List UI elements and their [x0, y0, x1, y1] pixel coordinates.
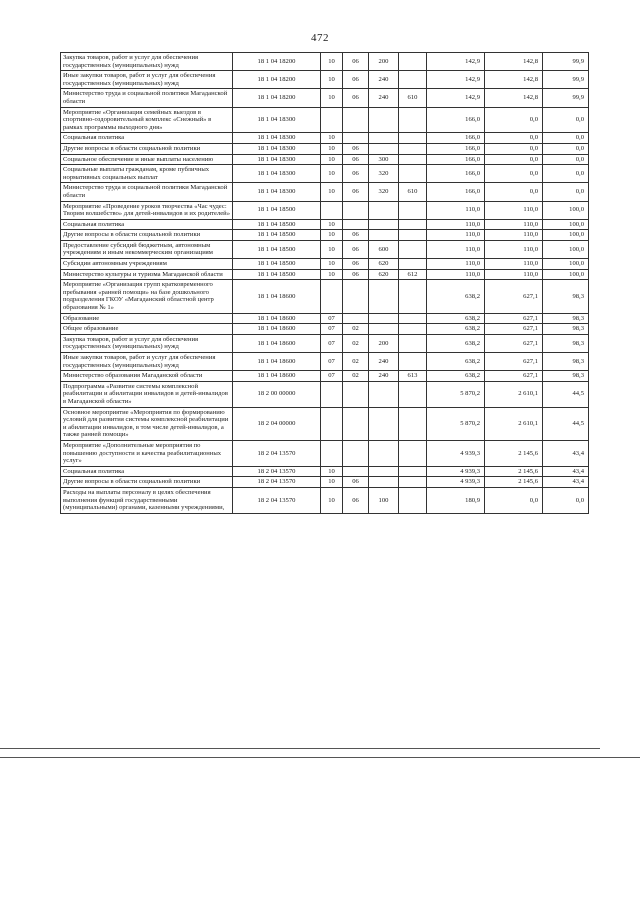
cell-description: Социальная политика [61, 219, 233, 230]
cell-execution-percent: 100,0 [543, 219, 589, 230]
cell-section: 10 [321, 477, 343, 488]
cell-section: 10 [321, 487, 343, 513]
cell-subsection: 06 [343, 269, 369, 280]
cell-description: Основное мероприятие «Мероприятия по формированию условий для развития системы комплексной реабилитации и абилитации инвалидов, в том числе детей-инвалидов, а также ранней помощи» [61, 407, 233, 440]
cell-target-code: 18 1 04 18300 [233, 183, 321, 201]
cell-subsection: 02 [343, 353, 369, 371]
cell-expense-type [369, 381, 399, 407]
cell-execution-percent: 100,0 [543, 201, 589, 219]
cell-executed-amount: 2 145,6 [485, 440, 543, 466]
cell-section: 07 [321, 313, 343, 324]
cell-subsection [343, 440, 369, 466]
cell-subsection: 02 [343, 334, 369, 352]
cell-section: 10 [321, 219, 343, 230]
cell-executed-amount: 0,0 [485, 165, 543, 183]
cell-execution-percent: 99,9 [543, 53, 589, 71]
cell-execution-percent: 100,0 [543, 230, 589, 241]
cell-description: Предоставление субсидий бюджетным, автономным учреждениям и иным некоммерческим организациям [61, 240, 233, 258]
table-row [61, 240, 589, 258]
cell-description: Иные закупки товаров, работ и услуг для обеспечения государственных (муниципальных) нужд [61, 353, 233, 371]
cell-target-code: 18 1 04 18300 [233, 165, 321, 183]
table-row [61, 487, 589, 513]
table-row [61, 71, 589, 89]
cell-ministry-code [399, 154, 427, 165]
cell-executed-amount: 627,1 [485, 371, 543, 382]
cell-approved-amount: 4 939,3 [427, 466, 485, 477]
cell-approved-amount: 142,9 [427, 71, 485, 89]
cell-target-code: 18 1 04 18300 [233, 143, 321, 154]
cell-expense-type [369, 280, 399, 313]
cell-executed-amount: 110,0 [485, 201, 543, 219]
cell-target-code: 18 1 04 18600 [233, 313, 321, 324]
cell-expense-type: 620 [369, 269, 399, 280]
cell-expense-type: 240 [369, 353, 399, 371]
budget-table [60, 52, 589, 514]
cell-execution-percent: 44,5 [543, 407, 589, 440]
cell-executed-amount: 110,0 [485, 269, 543, 280]
cell-expense-type [369, 107, 399, 133]
cell-execution-percent: 0,0 [543, 165, 589, 183]
table-body [61, 53, 589, 514]
cell-expense-type: 320 [369, 183, 399, 201]
cell-ministry-code [399, 107, 427, 133]
cell-description: Образование [61, 313, 233, 324]
cell-subsection [343, 313, 369, 324]
cell-executed-amount: 2 145,6 [485, 466, 543, 477]
cell-target-code: 18 1 04 18600 [233, 280, 321, 313]
cell-ministry-code [399, 53, 427, 71]
cell-execution-percent: 100,0 [543, 269, 589, 280]
cell-ministry-code [399, 440, 427, 466]
cell-subsection: 06 [343, 259, 369, 270]
cell-subsection: 06 [343, 143, 369, 154]
cell-expense-type [369, 324, 399, 335]
cell-target-code: 18 2 04 00000 [233, 407, 321, 440]
cell-executed-amount: 627,1 [485, 280, 543, 313]
cell-ministry-code: 612 [399, 269, 427, 280]
cell-execution-percent: 0,0 [543, 487, 589, 513]
cell-executed-amount: 110,0 [485, 259, 543, 270]
cell-approved-amount: 142,9 [427, 89, 485, 107]
cell-execution-percent: 98,3 [543, 313, 589, 324]
cell-execution-percent: 43,4 [543, 440, 589, 466]
cell-expense-type [369, 133, 399, 144]
cell-description: Иные закупки товаров, работ и услуг для обеспечения государственных (муниципальных) нужд [61, 71, 233, 89]
cell-subsection [343, 219, 369, 230]
table-row [61, 269, 589, 280]
cell-ministry-code [399, 240, 427, 258]
cell-section: 10 [321, 259, 343, 270]
table-row [61, 440, 589, 466]
cell-executed-amount: 0,0 [485, 143, 543, 154]
cell-section: 10 [321, 165, 343, 183]
table-row [61, 133, 589, 144]
footer-rule-top [0, 748, 600, 749]
cell-subsection [343, 280, 369, 313]
cell-description: Мероприятие «Дополнительные мероприятия по повышению доступности и качества реабилитационных услуг» [61, 440, 233, 466]
cell-ministry-code [399, 334, 427, 352]
table-row [61, 407, 589, 440]
cell-approved-amount: 166,0 [427, 165, 485, 183]
cell-approved-amount: 166,0 [427, 154, 485, 165]
cell-subsection: 06 [343, 230, 369, 241]
cell-executed-amount: 0,0 [485, 487, 543, 513]
cell-ministry-code [399, 313, 427, 324]
cell-description: Другие вопросы в области социальной политики [61, 477, 233, 488]
cell-expense-type: 200 [369, 334, 399, 352]
cell-approved-amount: 5 870,2 [427, 381, 485, 407]
cell-section: 10 [321, 230, 343, 241]
cell-ministry-code [399, 477, 427, 488]
cell-executed-amount: 627,1 [485, 313, 543, 324]
cell-target-code: 18 1 04 18300 [233, 133, 321, 144]
cell-approved-amount: 638,2 [427, 334, 485, 352]
cell-target-code: 18 1 04 18200 [233, 71, 321, 89]
cell-section: 10 [321, 53, 343, 71]
cell-executed-amount: 0,0 [485, 107, 543, 133]
cell-approved-amount: 638,2 [427, 313, 485, 324]
cell-target-code: 18 1 04 18500 [233, 240, 321, 258]
cell-ministry-code [399, 259, 427, 270]
cell-expense-type [369, 143, 399, 154]
table-row [61, 89, 589, 107]
cell-executed-amount: 2 610,1 [485, 381, 543, 407]
table-row [61, 107, 589, 133]
cell-description: Другие вопросы в области социальной политики [61, 230, 233, 241]
cell-subsection [343, 407, 369, 440]
table-row [61, 53, 589, 71]
cell-description: Закупка товаров, работ и услуг для обеспечения государственных (муниципальных) нужд [61, 53, 233, 71]
cell-ministry-code [399, 230, 427, 241]
cell-execution-percent: 43,4 [543, 477, 589, 488]
cell-subsection: 06 [343, 154, 369, 165]
cell-target-code: 18 1 04 18300 [233, 154, 321, 165]
cell-section [321, 407, 343, 440]
cell-expense-type: 100 [369, 487, 399, 513]
cell-subsection: 02 [343, 324, 369, 335]
cell-section: 10 [321, 133, 343, 144]
table-row [61, 313, 589, 324]
cell-expense-type: 300 [369, 154, 399, 165]
cell-executed-amount: 627,1 [485, 334, 543, 352]
cell-execution-percent: 0,0 [543, 154, 589, 165]
cell-target-code: 18 1 04 18500 [233, 201, 321, 219]
cell-ministry-code [399, 143, 427, 154]
cell-target-code: 18 1 04 18600 [233, 324, 321, 335]
cell-section: 07 [321, 324, 343, 335]
cell-subsection: 06 [343, 71, 369, 89]
cell-description: Закупка товаров, работ и услуг для обеспечения государственных (муниципальных) нужд [61, 334, 233, 352]
cell-expense-type: 620 [369, 259, 399, 270]
cell-description: Расходы на выплаты персоналу в целях обеспечения выполнения функций государственными (муниципальными) органами, казенными учреждениями, [61, 487, 233, 513]
cell-section: 07 [321, 353, 343, 371]
cell-target-code: 18 2 04 13570 [233, 477, 321, 488]
cell-approved-amount: 4 939,3 [427, 477, 485, 488]
cell-approved-amount: 166,0 [427, 133, 485, 144]
cell-target-code: 18 1 04 18200 [233, 53, 321, 71]
cell-approved-amount: 166,0 [427, 143, 485, 154]
cell-subsection: 06 [343, 165, 369, 183]
cell-approved-amount: 180,9 [427, 487, 485, 513]
cell-expense-type [369, 466, 399, 477]
cell-description: Министерство труда и социальной политики Магаданской области [61, 183, 233, 201]
cell-target-code: 18 2 04 13570 [233, 440, 321, 466]
cell-subsection: 06 [343, 487, 369, 513]
cell-target-code: 18 1 04 18300 [233, 107, 321, 133]
cell-expense-type [369, 477, 399, 488]
cell-ministry-code [399, 280, 427, 313]
cell-description: Социальное обеспечение и иные выплаты населению [61, 154, 233, 165]
table-row [61, 230, 589, 241]
cell-ministry-code [399, 133, 427, 144]
cell-description: Мероприятие «Организация групп кратковременного пребывания «ранней помощи» на базе дошкольного подразделения ГКОУ «Магаданский областной центр образования № 1» [61, 280, 233, 313]
cell-section: 10 [321, 143, 343, 154]
cell-target-code: 18 2 04 13570 [233, 466, 321, 477]
cell-section: 10 [321, 183, 343, 201]
cell-subsection: 06 [343, 240, 369, 258]
cell-ministry-code [399, 165, 427, 183]
table-row [61, 259, 589, 270]
cell-section: 10 [321, 71, 343, 89]
cell-description: Субсидии автономным учреждениям [61, 259, 233, 270]
cell-subsection: 06 [343, 89, 369, 107]
cell-description: Министерство культуры и туризма Магаданской области [61, 269, 233, 280]
cell-section: 10 [321, 466, 343, 477]
cell-execution-percent: 98,3 [543, 280, 589, 313]
cell-expense-type: 320 [369, 165, 399, 183]
table-row [61, 201, 589, 219]
cell-execution-percent: 98,3 [543, 334, 589, 352]
cell-target-code: 18 1 04 18600 [233, 353, 321, 371]
table-row [61, 183, 589, 201]
table-row [61, 466, 589, 477]
table-row [61, 324, 589, 335]
cell-description: Подпрограмма «Развитие системы комплексной реабилитации и абилитации инвалидов и детей-инвалидов в Магаданской области» [61, 381, 233, 407]
cell-approved-amount: 110,0 [427, 201, 485, 219]
cell-expense-type: 240 [369, 371, 399, 382]
cell-executed-amount: 142,8 [485, 53, 543, 71]
cell-expense-type [369, 230, 399, 241]
table-row [61, 381, 589, 407]
cell-expense-type [369, 219, 399, 230]
cell-section [321, 107, 343, 133]
cell-execution-percent: 99,9 [543, 89, 589, 107]
cell-subsection [343, 201, 369, 219]
cell-ministry-code: 610 [399, 183, 427, 201]
cell-section: 10 [321, 269, 343, 280]
cell-approved-amount: 4 939,3 [427, 440, 485, 466]
page-number: 472 [311, 32, 329, 44]
cell-expense-type: 240 [369, 89, 399, 107]
cell-approved-amount: 110,0 [427, 230, 485, 241]
cell-expense-type [369, 313, 399, 324]
cell-subsection: 06 [343, 477, 369, 488]
cell-executed-amount: 110,0 [485, 240, 543, 258]
cell-ministry-code [399, 219, 427, 230]
cell-expense-type: 200 [369, 53, 399, 71]
cell-executed-amount: 2 610,1 [485, 407, 543, 440]
cell-description: Социальная политика [61, 133, 233, 144]
cell-ministry-code [399, 487, 427, 513]
table-row [61, 334, 589, 352]
cell-ministry-code: 613 [399, 371, 427, 382]
cell-approved-amount: 638,2 [427, 280, 485, 313]
cell-subsection [343, 133, 369, 144]
table-row [61, 154, 589, 165]
cell-target-code: 18 1 04 18600 [233, 371, 321, 382]
cell-subsection: 06 [343, 53, 369, 71]
cell-execution-percent: 0,0 [543, 107, 589, 133]
cell-executed-amount: 0,0 [485, 183, 543, 201]
cell-description: Другие вопросы в области социальной политики [61, 143, 233, 154]
cell-execution-percent: 98,3 [543, 324, 589, 335]
cell-target-code: 18 2 04 13570 [233, 487, 321, 513]
cell-description: Социальные выплаты гражданам, кроме публичных нормативных социальных выплат [61, 165, 233, 183]
cell-approved-amount: 638,2 [427, 353, 485, 371]
cell-description: Мероприятие «Организация семейных выездов в спортивно-оздоровительный комплекс «Снежный» в рамках программы выходного дня» [61, 107, 233, 133]
cell-execution-percent: 43,4 [543, 466, 589, 477]
cell-section [321, 280, 343, 313]
cell-execution-percent: 100,0 [543, 259, 589, 270]
cell-executed-amount: 142,8 [485, 71, 543, 89]
cell-ministry-code [399, 353, 427, 371]
cell-description: Мероприятие «Проведение уроков творчества «Час чудес: Творим волшебство» для детей-инвалидов и их родителей» [61, 201, 233, 219]
cell-approved-amount: 110,0 [427, 240, 485, 258]
cell-expense-type [369, 407, 399, 440]
cell-ministry-code [399, 381, 427, 407]
cell-executed-amount: 627,1 [485, 353, 543, 371]
table-row [61, 165, 589, 183]
cell-execution-percent: 0,0 [543, 183, 589, 201]
cell-target-code: 18 1 04 18200 [233, 89, 321, 107]
cell-section: 10 [321, 89, 343, 107]
cell-approved-amount: 142,9 [427, 53, 485, 71]
cell-executed-amount: 0,0 [485, 133, 543, 144]
cell-expense-type [369, 440, 399, 466]
cell-approved-amount: 110,0 [427, 269, 485, 280]
cell-execution-percent: 98,3 [543, 371, 589, 382]
cell-subsection: 02 [343, 371, 369, 382]
cell-ministry-code [399, 407, 427, 440]
table-row [61, 219, 589, 230]
footer-rule-bottom [0, 757, 640, 758]
cell-description: Общее образование [61, 324, 233, 335]
cell-target-code: 18 1 04 18500 [233, 269, 321, 280]
cell-execution-percent: 100,0 [543, 240, 589, 258]
cell-approved-amount: 166,0 [427, 183, 485, 201]
table-row [61, 371, 589, 382]
cell-executed-amount: 142,8 [485, 89, 543, 107]
cell-target-code: 18 1 04 18500 [233, 219, 321, 230]
cell-approved-amount: 110,0 [427, 259, 485, 270]
cell-section: 07 [321, 371, 343, 382]
cell-target-code: 18 1 04 18500 [233, 259, 321, 270]
cell-section [321, 381, 343, 407]
table-row [61, 477, 589, 488]
table-row [61, 353, 589, 371]
cell-ministry-code [399, 71, 427, 89]
cell-description: Министерство труда и социальной политики Магаданской области [61, 89, 233, 107]
cell-target-code: 18 1 04 18500 [233, 230, 321, 241]
table-row [61, 143, 589, 154]
cell-target-code: 18 2 00 00000 [233, 381, 321, 407]
cell-expense-type: 600 [369, 240, 399, 258]
cell-section [321, 440, 343, 466]
cell-ministry-code [399, 324, 427, 335]
table-row [61, 280, 589, 313]
cell-expense-type [369, 201, 399, 219]
cell-executed-amount: 0,0 [485, 154, 543, 165]
cell-execution-percent: 98,3 [543, 353, 589, 371]
cell-description: Министерство образования Магаданской области [61, 371, 233, 382]
cell-approved-amount: 166,0 [427, 107, 485, 133]
cell-subsection [343, 381, 369, 407]
cell-execution-percent: 99,9 [543, 71, 589, 89]
cell-approved-amount: 638,2 [427, 324, 485, 335]
cell-executed-amount: 2 145,6 [485, 477, 543, 488]
cell-target-code: 18 1 04 18600 [233, 334, 321, 352]
cell-subsection [343, 466, 369, 477]
cell-approved-amount: 638,2 [427, 371, 485, 382]
cell-expense-type: 240 [369, 71, 399, 89]
cell-approved-amount: 5 870,2 [427, 407, 485, 440]
cell-subsection: 06 [343, 183, 369, 201]
cell-execution-percent: 0,0 [543, 143, 589, 154]
cell-executed-amount: 110,0 [485, 230, 543, 241]
cell-approved-amount: 110,0 [427, 219, 485, 230]
cell-ministry-code [399, 466, 427, 477]
cell-subsection [343, 107, 369, 133]
cell-section: 07 [321, 334, 343, 352]
cell-execution-percent: 44,5 [543, 381, 589, 407]
cell-ministry-code [399, 201, 427, 219]
cell-description: Социальная политика [61, 466, 233, 477]
cell-section [321, 201, 343, 219]
cell-executed-amount: 627,1 [485, 324, 543, 335]
cell-section: 10 [321, 240, 343, 258]
cell-ministry-code: 610 [399, 89, 427, 107]
cell-section: 10 [321, 154, 343, 165]
cell-executed-amount: 110,0 [485, 219, 543, 230]
cell-execution-percent: 0,0 [543, 133, 589, 144]
